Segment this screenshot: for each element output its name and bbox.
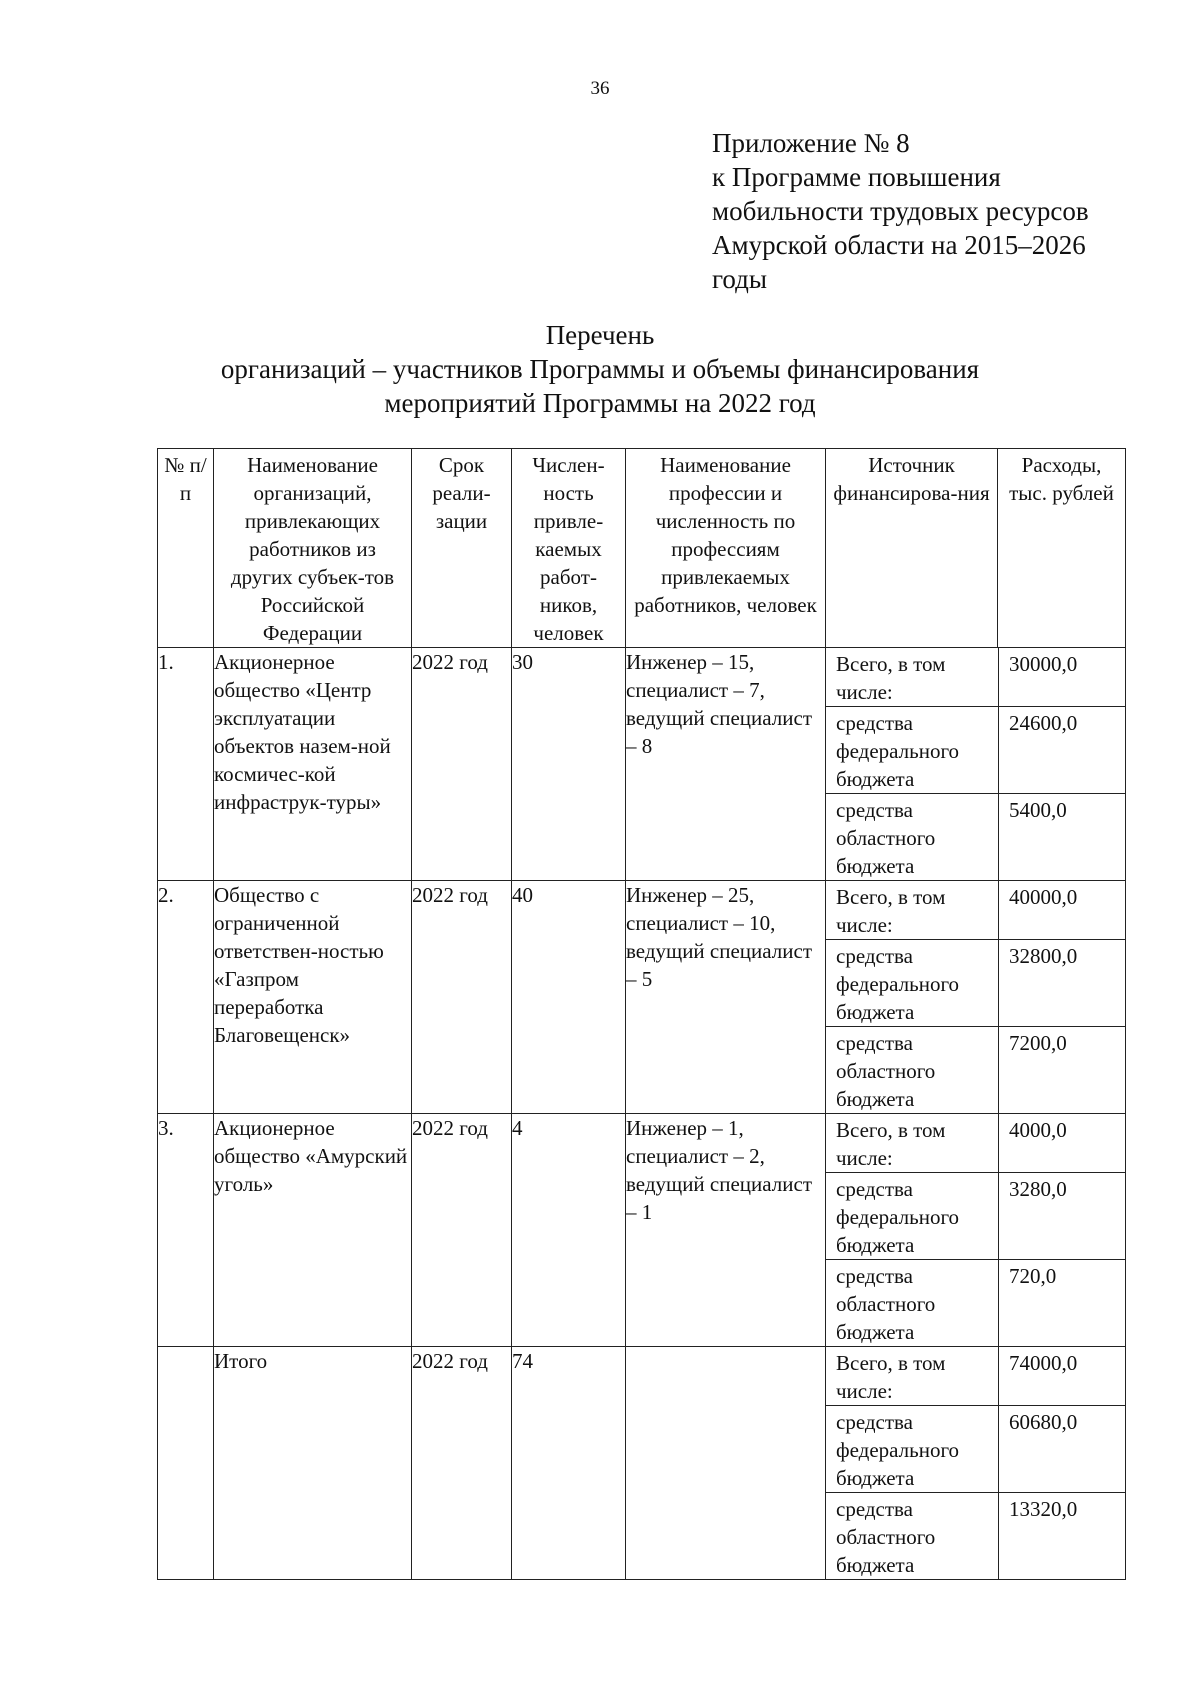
row-profession: Инженер – 1, специалист – 2, ведущий специалист – 1 <box>626 1114 826 1347</box>
title-line: Перечень <box>545 320 655 350</box>
finance-source: средства областного бюджета <box>826 1260 999 1347</box>
table-row-total <box>158 1347 1126 1580</box>
row-num <box>158 1347 214 1580</box>
row-count: 40 <box>512 881 626 1114</box>
row-num: 1. <box>158 648 214 881</box>
finance-row <box>826 648 1125 707</box>
row-profession: Инженер – 25, специалист – 10, ведущий специалист – 5 <box>626 881 826 1114</box>
row-profession: Инженер – 15, специалист – 7, ведущий специалист – 8 <box>626 648 826 881</box>
finance-source: средства федерального бюджета <box>826 940 999 1027</box>
row-org: Акционерное общество «Амурский уголь» <box>214 1114 412 1347</box>
finance-amount: 74000,0 <box>1009 1351 1078 1375</box>
finance-row <box>826 794 1125 881</box>
finance-source: средства федерального бюджета <box>826 1173 999 1260</box>
row-org: Акционерное общество «Центр эксплуатации объектов назем-ной космичес-кой инфраструк-туры» <box>214 648 412 881</box>
title-line: организаций – участников Программы и объемы финансирования <box>220 354 980 384</box>
finance-row <box>826 1347 1125 1406</box>
finance-source: Всего, в том числе: <box>826 648 999 707</box>
finance-amount: 30000,0 <box>1009 652 1078 676</box>
finance-row <box>826 1027 1125 1114</box>
table-header-row <box>158 449 1126 648</box>
title-line: мероприятий Программы на 2022 год <box>384 388 816 418</box>
finance-amount: 24600,0 <box>999 707 1126 794</box>
finance-row <box>826 1493 1125 1580</box>
row-count: 4 <box>512 1114 626 1347</box>
row-count: 30 <box>512 648 626 881</box>
participants-table <box>157 448 1126 1580</box>
document-title <box>0 318 1200 420</box>
finance-amount: 4000,0 <box>1009 1118 1067 1142</box>
table-row <box>158 648 1126 881</box>
row-count: 74 <box>512 1347 626 1580</box>
appendix-note <box>712 126 1132 296</box>
row-org: Итого <box>214 1347 412 1580</box>
finance-row <box>826 1114 1125 1173</box>
row-num: 2. <box>158 881 214 1114</box>
header-num: № п/п <box>158 449 214 648</box>
appendix-line: мобильности трудовых ресурсов <box>712 196 1089 226</box>
header-org: Наименование организаций, привлекающих работников из других субъек-тов Российской Федерации <box>214 449 412 648</box>
header-count: Числен-ность привле-каемых работ-ников, человек <box>512 449 626 648</box>
finance-block <box>826 648 1126 881</box>
finance-source: средства федерального бюджета <box>826 1406 999 1493</box>
finance-row <box>826 940 1125 1027</box>
row-profession <box>626 1347 826 1580</box>
finance-amount: 32800,0 <box>999 940 1126 1027</box>
header-expenses: Расходы, тыс. рублей <box>998 449 1126 648</box>
row-term: 2022 год <box>412 881 512 1114</box>
finance-source: средства областного бюджета <box>826 794 999 881</box>
row-term: 2022 год <box>412 1114 512 1347</box>
finance-amount: 3280,0 <box>999 1173 1126 1260</box>
finance-row <box>826 1406 1125 1493</box>
table-row <box>158 1114 1126 1347</box>
finance-row <box>826 707 1125 794</box>
table-row <box>158 881 1126 1114</box>
header-source: Источник финансирова-ния <box>826 449 998 648</box>
finance-block <box>826 881 1126 1114</box>
finance-source: Всего, в том числе: <box>826 1114 999 1173</box>
finance-amount: 7200,0 <box>999 1027 1126 1114</box>
finance-row <box>826 881 1125 940</box>
row-org: Общество с ограниченной ответствен-ностью «Газпром переработка Благовещенск» <box>214 881 412 1114</box>
row-term: 2022 год <box>412 648 512 881</box>
finance-source: Всего, в том числе: <box>826 1347 999 1406</box>
row-term: 2022 год <box>412 1347 512 1580</box>
header-profession: Наименование профессии и численность по профессиям привлекаемых работников, человек <box>626 449 826 648</box>
finance-source: средства областного бюджета <box>826 1493 999 1580</box>
finance-amount: 60680,0 <box>999 1406 1126 1493</box>
finance-source: средства федерального бюджета <box>826 707 999 794</box>
appendix-line: к Программе повышения <box>712 162 1001 192</box>
finance-row <box>826 1260 1125 1347</box>
finance-block <box>826 1347 1126 1580</box>
finance-amount: 720,0 <box>999 1260 1126 1347</box>
finance-block <box>826 1114 1126 1347</box>
page-number: 36 <box>590 78 610 99</box>
appendix-line: Приложение № 8 <box>712 128 910 158</box>
finance-source: Всего, в том числе: <box>826 881 999 940</box>
header-term: Срок реали-зации <box>412 449 512 648</box>
finance-row <box>826 1173 1125 1260</box>
row-num: 3. <box>158 1114 214 1347</box>
finance-amount: 40000,0 <box>1009 885 1078 909</box>
finance-amount: 5400,0 <box>999 794 1126 881</box>
appendix-line: Амурской области на 2015–2026 <box>712 230 1086 260</box>
finance-amount: 13320,0 <box>999 1493 1126 1580</box>
appendix-line: годы <box>712 264 768 294</box>
finance-source: средства областного бюджета <box>826 1027 999 1114</box>
